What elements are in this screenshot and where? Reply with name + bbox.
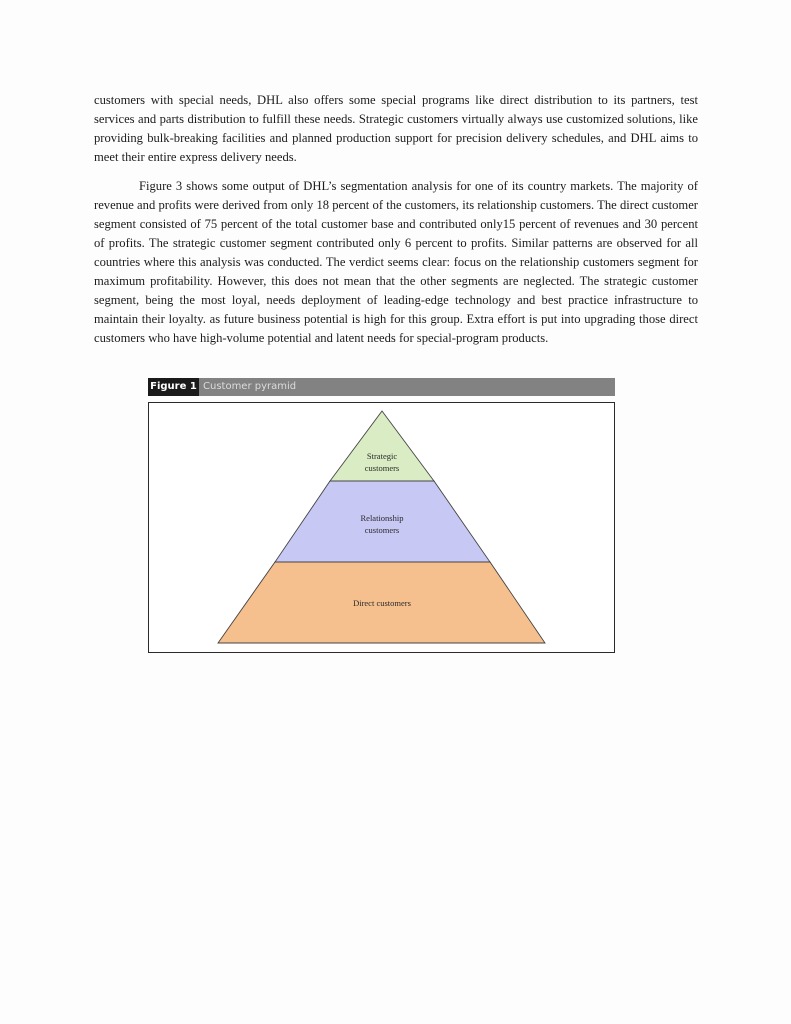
body-paragraph-2: Figure 3 shows some output of DHL’s segmentation analysis for one of its country markets. The majority of revenue and profits were derived from only 18 percent of the customers, its relationship customers. The direct customer segment consisted of 75 percent of the total customer base and contributed only15 percent of revenues and 30 percent of profits. The strategic customer segment contributed only 6 percent to profits. Similar patterns are observed for all countries where this analysis was conducted. The verdict seems clear: focus on the relationship customers segment for maximum profitability. However, this does not mean that the other segments are neglected. The strategic customer segment, being the most loyal, needs deployment of leading-edge technology and best practice infrastructure to maintain their loyalty. as future business potential is high for this group. Extra effort is put into upgrading those direct customers who have high-volume potential and latent needs for special-program products. xyxy=(94,179,698,345)
figure-label: Figure 1 xyxy=(148,378,199,396)
figure-header xyxy=(148,378,615,396)
figure-frame xyxy=(148,402,615,653)
relationship-label-line1: Relationship xyxy=(360,513,404,523)
direct-label: Direct customers xyxy=(353,598,411,608)
customer-pyramid xyxy=(149,403,614,652)
body-paragraph-1: customers with special needs, DHL also offers some special programs like direct distribution to its partners, test services and parts distribution to fulfill these needs. Strategic customers virtually always use customized solutions, like providing bulk-breaking facilities and planned production support for precision delivery schedules, and DHL aims to meet their entire express delivery needs. xyxy=(94,93,698,164)
figure-title: Customer pyramid xyxy=(203,381,297,392)
relationship-label-line2: customers xyxy=(364,525,400,535)
strategic-label-line2: customers xyxy=(364,463,400,473)
strategic-label-line1: Strategic xyxy=(366,451,398,461)
